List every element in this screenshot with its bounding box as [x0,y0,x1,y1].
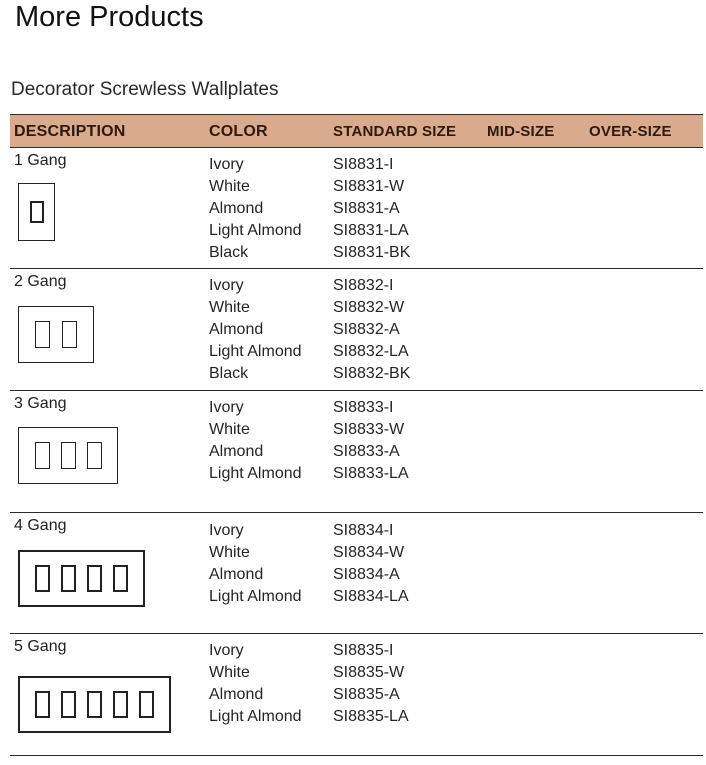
sku-cell: SI8832-BK [333,365,411,382]
switch-slot-icon [139,691,154,718]
sku-cell: SI8833-LA [333,465,409,482]
switch-slot-icon [62,321,77,348]
sku-cell: SI8834-A [333,566,400,583]
table-row [10,148,703,269]
color-cell: Ivory [209,399,244,416]
color-cell: Ivory [209,156,244,173]
table-row [10,634,703,756]
switch-slot-icon [61,691,76,718]
color-cell: Light Almond [209,465,302,482]
sku-cell: SI8832-W [333,299,405,316]
switch-slot-icon [61,442,76,469]
switch-slot-icon [30,201,44,223]
switch-slot-icon [87,565,102,592]
switch-slot-icon [35,691,50,718]
color-cell: Ivory [209,277,244,294]
section-title: Decorator Screwless Wallplates [11,79,279,100]
sku-cell: SI8831-W [333,178,405,195]
switch-slot-icon [61,565,76,592]
column-header-color: COLOR [209,123,268,140]
standard-size-list [333,520,409,608]
description-cell: 1 Gang [14,152,67,169]
color-cell: Almond [209,200,264,217]
column-header-over-size: OVER-SIZE [589,123,672,140]
sku-cell: SI8835-I [333,642,394,659]
standard-size-list [333,640,409,728]
standard-size-list [333,397,409,485]
sku-cell: SI8834-W [333,544,405,561]
wallplates-table [10,114,703,756]
color-list [209,154,302,264]
sku-cell: SI8832-I [333,277,394,294]
color-cell: Light Almond [209,708,302,725]
switch-slot-icon [35,442,50,469]
color-list [209,520,302,608]
table-header [10,114,703,148]
sku-cell: SI8833-W [333,421,405,438]
description-cell: 2 Gang [14,273,67,290]
description-cell: 5 Gang [14,638,67,655]
color-list [209,275,302,385]
description-cell: 4 Gang [14,517,67,534]
color-cell: White [209,178,250,195]
sku-cell: SI8832-A [333,321,400,338]
switch-slot-icon [35,321,50,348]
color-list [209,640,302,728]
color-list [209,397,302,485]
standard-size-list [333,154,410,264]
color-cell: Ivory [209,642,244,659]
sku-cell: SI8834-I [333,522,394,539]
4-gang-wallplate-icon [18,550,145,607]
color-cell: Light Almond [209,343,302,360]
column-header-standard-size: STANDARD SIZE [333,123,457,140]
column-header-mid-size: MID-SIZE [487,123,555,140]
color-cell: Light Almond [209,222,302,239]
sku-cell: SI8834-LA [333,588,409,605]
sku-cell: SI8831-I [333,156,394,173]
sku-cell: SI8831-A [333,200,400,217]
color-cell: White [209,299,250,316]
3-gang-wallplate-icon [18,427,118,484]
switch-slot-icon [113,691,128,718]
table-row [10,391,703,513]
switch-slot-icon [113,565,128,592]
color-cell: White [209,544,250,561]
1-gang-wallplate-icon [18,183,55,241]
page-title: More Products [15,1,204,33]
sku-cell: SI8835-W [333,664,405,681]
color-cell: Black [209,244,249,261]
sku-cell: SI8835-LA [333,708,409,725]
2-gang-wallplate-icon [18,306,94,363]
column-header-description: DESCRIPTION [14,123,126,140]
color-cell: Almond [209,443,264,460]
standard-size-list [333,275,410,385]
sku-cell: SI8831-LA [333,222,409,239]
table-row [10,513,703,634]
sku-cell: SI8835-A [333,686,400,703]
color-cell: Ivory [209,522,244,539]
sku-cell: SI8833-A [333,443,400,460]
5-gang-wallplate-icon [18,676,171,733]
description-cell: 3 Gang [14,395,67,412]
sku-cell: SI8833-I [333,399,394,416]
switch-slot-icon [87,442,102,469]
table-row [10,269,703,391]
color-cell: Almond [209,566,264,583]
color-cell: White [209,421,250,438]
sku-cell: SI8831-BK [333,244,411,261]
color-cell: Almond [209,686,264,703]
color-cell: Black [209,365,249,382]
sku-cell: SI8832-LA [333,343,409,360]
color-cell: Light Almond [209,588,302,605]
color-cell: White [209,664,250,681]
color-cell: Almond [209,321,264,338]
switch-slot-icon [87,691,102,718]
switch-slot-icon [35,565,50,592]
